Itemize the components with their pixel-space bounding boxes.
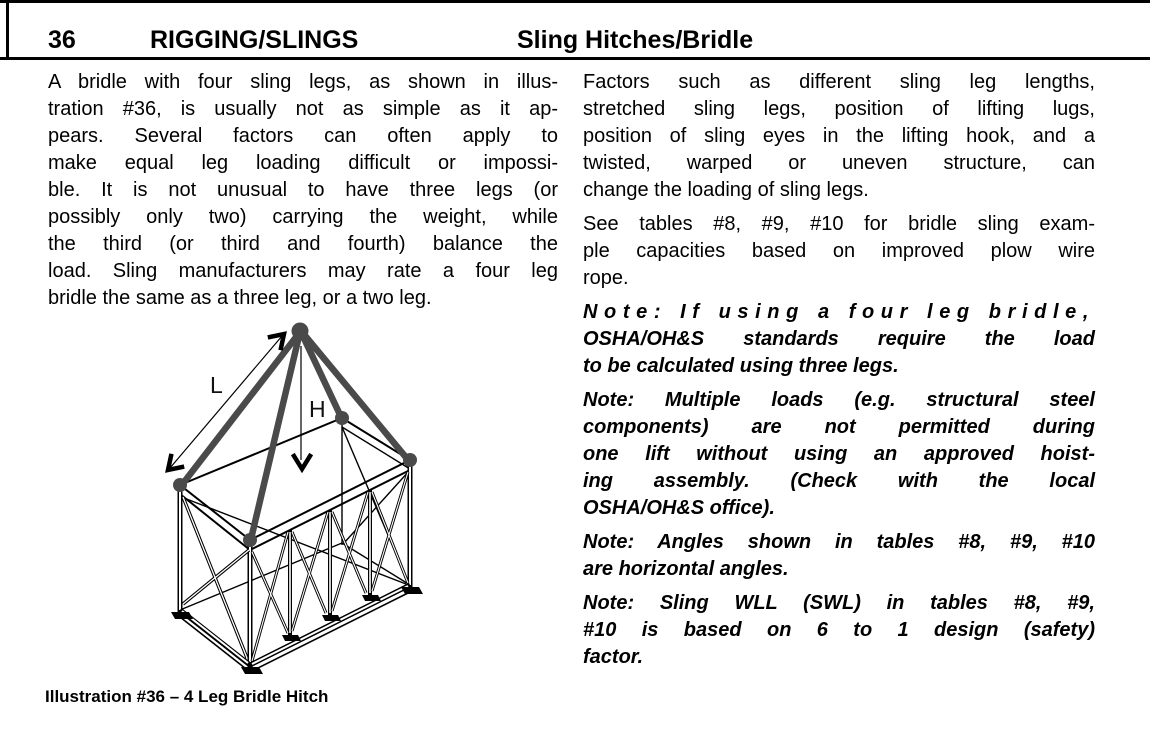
text-line: Note: If using a four leg bridle,: [583, 301, 1095, 323]
note-paragraph: [583, 529, 1095, 583]
text-line: rope.: [583, 267, 629, 289]
text-line: are horizontal angles.: [583, 558, 789, 580]
text-line: ple capacities based on improved plow wire: [583, 240, 1095, 262]
text-line: Factors such as different sling leg lengths,: [583, 71, 1095, 93]
left-column: [48, 69, 558, 319]
text-line: possibly only two) carrying the weight, while: [48, 206, 558, 228]
body-paragraph: [583, 211, 1095, 292]
text-line: Note: Sling WLL (SWL) in tables #8, #9,: [583, 592, 1095, 614]
right-column: [583, 69, 1095, 678]
subsection-title: Sling Hitches/Bridle: [517, 26, 754, 54]
section-title: RIGGING/SLINGS: [150, 26, 359, 54]
length-label: L: [210, 372, 223, 398]
text-line: A bridle with four sling legs, as shown in illus-: [48, 71, 558, 93]
text-line: bridle the same as a three leg, or a two leg.: [48, 287, 432, 309]
height-label: H: [309, 396, 326, 422]
text-line: Note: Multiple loads (e.g. structural steel: [583, 389, 1095, 411]
note-paragraph: [583, 590, 1095, 671]
page-edge-mark: [6, 0, 9, 57]
text-line: pears. Several factors can often apply to: [48, 125, 558, 147]
text-line: OSHA/OH&S standards require the load: [583, 328, 1095, 350]
text-line: one lift without using an approved hoist-: [583, 443, 1095, 465]
text-line: factor.: [583, 646, 644, 668]
text-line: ble. It is not unusual to have three legs (or: [48, 179, 558, 201]
page-number: 36: [48, 26, 76, 54]
text-line: OSHA/OH&S office).: [583, 497, 775, 519]
body-paragraph: [583, 69, 1095, 204]
note-paragraph: [583, 387, 1095, 522]
note-paragraph: [583, 299, 1095, 380]
text-line: the third (or third and fourth) balance the: [48, 233, 558, 255]
text-line: tration #36, is usually not as simple as it ap-: [48, 98, 558, 120]
text-line: position of sling eyes in the lifting hook, and a: [583, 125, 1095, 147]
text-line: change the loading of sling legs.: [583, 179, 869, 201]
body-paragraph: [48, 69, 558, 312]
text-line: components) are not permitted during: [583, 416, 1095, 438]
text-line: load. Sling manufacturers may rate a four leg: [48, 260, 558, 282]
bridle-hitch-illustration: [150, 322, 472, 704]
text-line: twisted, warped or uneven structure, can: [583, 152, 1095, 174]
text-line: make equal leg loading difficult or impossi-: [48, 152, 558, 174]
text-line: #10 is based on 6 to 1 design (safety): [583, 619, 1095, 641]
header-rule: [0, 57, 1150, 60]
text-line: stretched sling legs, position of lifting lugs,: [583, 98, 1095, 120]
text-line: See tables #8, #9, #10 for bridle sling exam-: [583, 213, 1095, 235]
text-line: Note: Angles shown in tables #8, #9, #10: [583, 531, 1095, 553]
page-top-border: [0, 0, 1150, 3]
text-line: ing assembly. (Check with the local: [583, 470, 1095, 492]
text-line: to be calculated using three legs.: [583, 355, 899, 377]
illustration-caption: Illustration #36 – 4 Leg Bridle Hitch: [45, 687, 329, 706]
